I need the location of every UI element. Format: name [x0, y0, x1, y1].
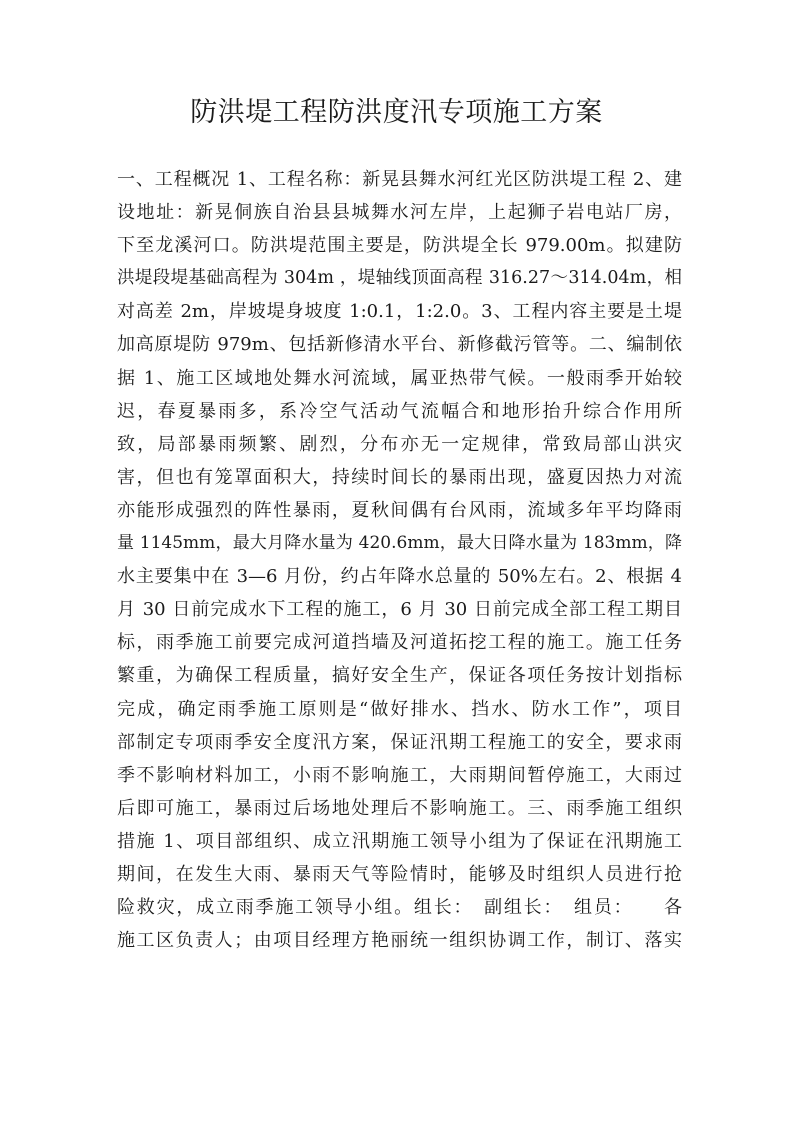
document-title: 防洪堤工程防洪度汛专项施工方案	[190, 97, 603, 128]
body-line: 对高差 2m，岸坡堤身坡度 1:0.1，1:2.0。3、工程内容主要是土堤	[117, 301, 682, 323]
body-line: 月 30 日前完成水下工程的施工，6 月 30 日前完成全部工程工期目	[117, 599, 682, 621]
body-line: 标，雨季施工前要完成河道挡墙及河道拓挖工程的施工。施工任务	[117, 632, 682, 654]
body-line: 险救灾，成立雨季施工领导小组。组长： 副组长： 组员： 各	[117, 897, 682, 919]
body-line: 洪堤段堤基础高程为 304m ，堤轴线顶面高程 316.27～314.04m，相	[117, 268, 682, 289]
body-line: 害，但也有笼罩面积大，持续时间长的暴雨出现，盛夏因热力对流	[117, 466, 682, 488]
body-line: 施工区负责人；由项目经理方艳丽统一组织协调工作，制订、落实	[117, 930, 682, 952]
body-line: 加高原堤防 979m、包括新修清水平台、新修截污管等。二、编制依	[117, 334, 682, 356]
body-line: 迟，春夏暴雨多，系冷空气活动气流幅合和地形抬升综合作用所	[117, 400, 682, 422]
body-line: 下至龙溪河口。防洪堤范围主要是，防洪堤全长 979.00m。拟建防	[117, 235, 682, 257]
body-line: 季不影响材料加工，小雨不影响施工，大雨期间暂停施工，大雨过	[117, 764, 682, 786]
body-line: 设地址：新晃侗族自治县县城舞水河左岸，上起狮子岩电站厂房，	[117, 202, 682, 224]
body-line: 水主要集中在 3—6 月份，约占年降水总量的 50%左右。2、根据 4	[117, 566, 682, 588]
body-line: 部制定专项雨季安全度汛方案，保证汛期工程施工的安全，要求雨	[117, 731, 682, 753]
body-line: 后即可施工，暴雨过后场地处理后不影响施工。三、雨季施工组织	[117, 797, 682, 819]
body-line: 亦能形成强烈的阵性暴雨，夏秋间偶有台风雨，流域多年平均降雨	[117, 499, 682, 521]
body-line: 措施 1、项目部组织、成立汛期施工领导小组为了保证在汛期施工	[117, 830, 682, 852]
document-body	[117, 163, 682, 957]
body-line: 完成，确定雨季施工原则是“做好排水、挡水、防水工作”，项目	[117, 698, 682, 720]
body-line: 一、工程概况 1、工程名称：新晃县舞水河红光区防洪堤工程 2、建	[117, 169, 682, 190]
body-line: 期间，在发生大雨、暴雨天气等险情时，能够及时组织人员进行抢	[117, 863, 682, 885]
body-line: 致，局部暴雨频繁、剧烈，分布亦无一定规律，常致局部山洪灾	[117, 433, 682, 455]
body-line: 据 1、施工区域地处舞水河流域，属亚热带气候。一般雨季开始较	[117, 367, 682, 389]
body-line: 量 1145mm，最大月降水量为 420.6mm，最大日降水量为 183mm，降	[117, 533, 682, 554]
body-line: 繁重，为确保工程质量，搞好安全生产，保证各项任务按计划指标	[117, 665, 682, 687]
